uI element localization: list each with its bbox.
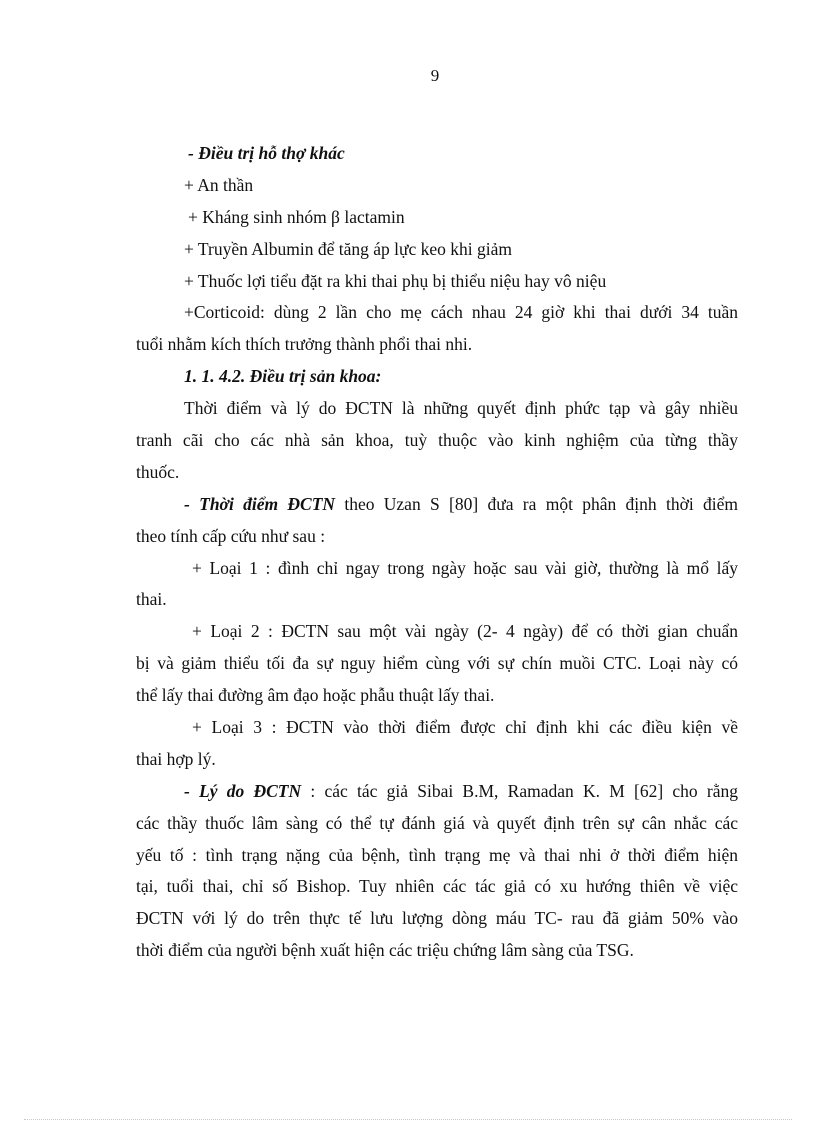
paragraph-corticoid-line1: +Corticoid: dùng 2 lần cho mẹ cách nhau 24 giờ khi thai dưới 34 tuần (184, 302, 738, 323)
list-item-sedation: + An thần (184, 174, 254, 195)
page-bottom-rule (24, 1119, 792, 1120)
paragraph-timing-line2: theo tính cấp cứu như sau : (136, 525, 326, 546)
list-item-type3-line2: thai hợp lý. (136, 748, 216, 769)
paragraph-intro-line2: tranh cãi cho các nhà sản khoa, tuỳ thuộc vào kinh nghiệm của từng thầy (136, 430, 738, 451)
list-item-type2-line3: thể lấy thai đường âm đạo hoặc phẫu thuật lấy thai. (136, 685, 495, 706)
page-number: 9 (430, 66, 440, 85)
paragraph-timing-text: theo Uzan S [80] đưa ra một phân định thời điểm (335, 493, 738, 514)
document-body (136, 138, 738, 967)
paragraph-reason-line3: yếu tố : tình trạng nặng của bệnh, tình trạng mẹ và thai nhi ở thời điểm hiện (136, 844, 738, 865)
paragraph-reason-line5: ĐCTN với lý do trên thực tế lưu lượng dòng máu TC- rau đã giảm 50% vào (136, 908, 738, 929)
heading-supportive-treatment: - Điều trị hỗ thợ khác (188, 143, 345, 163)
list-item-diuretics: + Thuốc lợi tiểu đặt ra khi thai phụ bị thiểu niệu hay vô niệu (184, 270, 607, 291)
paragraph-reason-line1 (136, 776, 738, 808)
term-reason: - Lý do ĐCTN (184, 780, 302, 801)
list-item-type3-line1: + Loại 3 : ĐCTN vào thời điểm được chỉ định khi các điều kiện về (192, 717, 738, 738)
paragraph-intro-line3: thuốc. (136, 461, 180, 482)
paragraph-timing-line1 (136, 489, 738, 521)
list-item-albumin: + Truyền Albumin để tăng áp lực keo khi giảm (184, 238, 513, 259)
paragraph-intro-line1: Thời điểm và lý do ĐCTN là những quyết định phức tạp và gây nhiều (184, 398, 738, 419)
paragraph-corticoid-line2: tuổi nhằm kích thích trưởng thành phổi thai nhi. (136, 334, 473, 355)
paragraph-reason-line4: tại, tuổi thai, chỉ số Bishop. Tuy nhiên các tác giả có xu hướng thiên về việc (136, 876, 738, 897)
paragraph-reason-line6: thời điểm của người bệnh xuất hiện các triệu chứng lâm sàng của TSG. (136, 940, 634, 961)
paragraph-reason-line2: các thầy thuốc lâm sàng có thể tự đánh giá và quyết định trên sự cân nhắc các (136, 812, 738, 833)
list-item-type2-line1: + Loại 2 : ĐCTN sau một vài ngày (2- 4 ngày) để có thời gian chuẩn (192, 621, 738, 642)
paragraph-reason-text: : các tác giả Sibai B.M, Ramadan K. M [62] cho rằng (301, 780, 738, 801)
list-item-type1-line2: thai. (136, 589, 167, 610)
term-timing: - Thời điểm ĐCTN (184, 493, 336, 514)
list-item-antibiotics: + Kháng sinh nhóm β lactamin (188, 206, 405, 227)
section-heading-obstetric-treatment: 1. 1. 4.2. Điều trị sản khoa: (184, 366, 382, 387)
list-item-type1-line1: + Loại 1 : đình chỉ ngay trong ngày hoặc sau vài giờ, thường là mổ lấy (192, 557, 738, 578)
list-item-type2-line2: bị và giảm thiểu tối đa sự nguy hiểm cùng với sự chín muồi CTC. Loại này có (136, 653, 738, 674)
